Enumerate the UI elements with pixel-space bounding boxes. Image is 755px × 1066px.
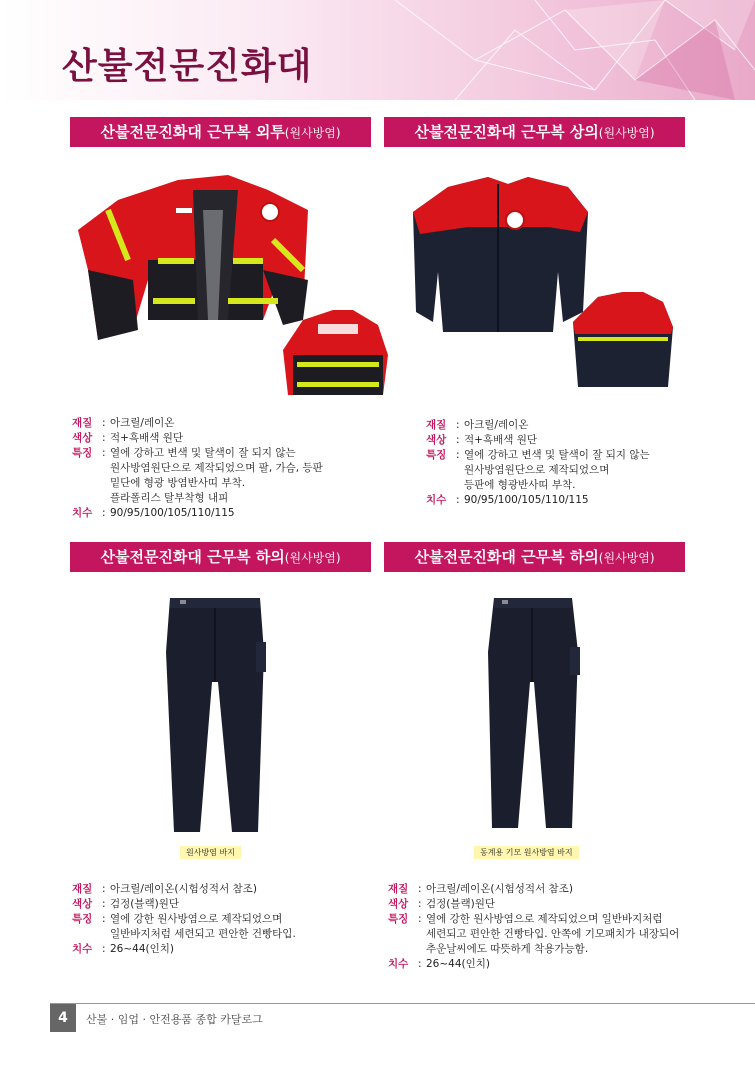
pants-specs: 재질 : 아크릴/레이온(시험성적서 참조) 색상 : 검정(블랙)원단 특징 : 열에 강한 원사방염으로 제작되었으며 일반바지처럼 세련되고 편안한 건빵타입. 치수 : 26~44(인치) bbox=[72, 883, 296, 955]
winter-pants-image bbox=[484, 592, 584, 832]
color-label: 색상 bbox=[388, 898, 409, 910]
jacket-front bbox=[78, 175, 308, 340]
size-label: 치수 bbox=[426, 494, 447, 506]
winter-pants-caption: 동계용 기모 원사방염 바지 bbox=[474, 846, 579, 859]
banner-main: 산불전문진화대 근무복 외투 bbox=[100, 123, 285, 141]
feature-label: 특징 bbox=[426, 449, 447, 461]
material-label: 재질 bbox=[388, 883, 409, 895]
feature-line: 등판에 형광반사띠 부착. bbox=[464, 479, 576, 491]
feature-line: 세련되고 편안한 건빵타입. 안쪽에 기모패치가 내장되어 bbox=[426, 928, 680, 940]
outer-jacket-specs: 재질 : 아크릴/레이온 색상 : 적+흑배색 원단 특징 : 열에 강하고 변색 및 탈색이 잘 되지 않는 원사방염원단으로 제작되었으며 팔, 가슴, 등판 밑단에 형광 방염반사띠 부착. 플라폴리스 탈부착형 내피 치수 : 90/95/100/105/110/115 bbox=[72, 417, 323, 519]
section-banner-winter-pants bbox=[384, 542, 685, 572]
shirt-back bbox=[573, 292, 673, 387]
size-value: 26~44(인치) bbox=[426, 958, 490, 970]
size-label: 치수 bbox=[72, 507, 93, 519]
feature-label: 특징 bbox=[72, 447, 93, 459]
feature-line: 원사방염원단으로 제작되었으며 bbox=[464, 464, 610, 476]
color-value: 적+흑배색 원단 bbox=[464, 434, 537, 446]
banner-main: 산불전문진화대 근무복 하의 bbox=[414, 548, 599, 566]
feature-line: 밑단에 형광 방염반사띠 부착. bbox=[110, 477, 246, 489]
size-value: 26~44(인치) bbox=[110, 943, 174, 955]
feature-line: 열에 강한 원사방염으로 제작되었으며 bbox=[110, 913, 283, 925]
feature-line: 열에 강하고 변색 및 탈색이 잘 되지 않는 bbox=[110, 447, 296, 459]
color-label: 색상 bbox=[72, 898, 93, 910]
feature-line: 일반바지처럼 세련되고 편안한 건빵타입. bbox=[110, 928, 296, 940]
size-value: 90/95/100/105/110/115 bbox=[110, 507, 235, 519]
color-value: 검정(블랙)원단 bbox=[426, 898, 496, 910]
feature-line: 원사방염원단으로 제작되었으며 팔, 가슴, 등판 bbox=[110, 462, 323, 474]
section-banner-outer-jacket bbox=[70, 117, 371, 147]
jacket-back bbox=[283, 310, 388, 395]
material-label: 재질 bbox=[426, 419, 447, 431]
top-shirt-specs: 재질 : 아크릴/레이온 색상 : 적+흑배색 원단 특징 : 열에 강하고 변색 및 탈색이 잘 되지 않는 원사방염원단으로 제작되었으며 등판에 형광반사띠 부착. 치수 : 90/95/100/105/110/115 bbox=[426, 419, 650, 506]
shirt-front bbox=[413, 177, 588, 332]
winter-pants-specs: 재질 : 아크릴/레이온(시험성적서 참조) 색상 : 검정(블랙)원단 특징 : 열에 강한 원사방염으로 제작되었으며 일반바지처럼 세련되고 편안한 건빵타입. 안쪽에 기모패치가 내장되어 추운날씨에도 따뜻하게 착용가능함. 치수 : 26~44(인치) bbox=[388, 883, 680, 970]
banner-suffix: (원사방염) bbox=[598, 551, 655, 565]
banner-main: 산불전문진화대 근무복 상의 bbox=[414, 123, 599, 141]
material-value: 아크릴/레이온(시험성적서 참조) bbox=[110, 883, 257, 895]
section-banner-pants bbox=[70, 542, 371, 572]
header-band bbox=[0, 0, 755, 100]
feature-label: 특징 bbox=[388, 913, 409, 925]
pants-caption: 원사방염 바지 bbox=[180, 846, 241, 859]
pants-image bbox=[162, 592, 270, 837]
footer-text: 산불 · 임업 · 안전용품 종합 카달로그 bbox=[86, 1013, 263, 1026]
header-decoration bbox=[335, 0, 755, 100]
color-value: 적+흑배색 원단 bbox=[110, 432, 183, 444]
outer-jacket-image bbox=[78, 170, 388, 400]
size-label: 치수 bbox=[388, 958, 409, 970]
feature-line: 열에 강한 원사방염으로 제작되었으며 일반바지처럼 bbox=[426, 913, 663, 925]
banner-suffix: (원사방염) bbox=[284, 126, 341, 140]
feature-line: 추운날씨에도 따뜻하게 착용가능함. bbox=[426, 943, 589, 955]
banner-suffix: (원사방염) bbox=[284, 551, 341, 565]
footer-divider bbox=[50, 1003, 755, 1004]
top-shirt-image bbox=[408, 172, 678, 397]
feature-line: 플라폴리스 탈부착형 내피 bbox=[110, 492, 229, 504]
color-label: 색상 bbox=[426, 434, 447, 446]
material-label: 재질 bbox=[72, 883, 93, 895]
page-title: 산불전문진화대 bbox=[62, 46, 313, 87]
material-value: 아크릴/레이온 bbox=[110, 417, 175, 429]
color-label: 색상 bbox=[72, 432, 93, 444]
material-label: 재질 bbox=[72, 417, 93, 429]
banner-suffix: (원사방염) bbox=[598, 126, 655, 140]
page-number: 4 bbox=[50, 1004, 76, 1032]
color-value: 검정(블랙)원단 bbox=[110, 898, 180, 910]
section-banner-top-shirt bbox=[384, 117, 685, 147]
feature-label: 특징 bbox=[72, 913, 93, 925]
material-value: 아크릴/레이온(시험성적서 참조) bbox=[426, 883, 573, 895]
material-value: 아크릴/레이온 bbox=[464, 419, 529, 431]
banner-main: 산불전문진화대 근무복 하의 bbox=[100, 548, 285, 566]
size-value: 90/95/100/105/110/115 bbox=[464, 494, 589, 506]
size-label: 치수 bbox=[72, 943, 93, 955]
feature-line: 열에 강하고 변색 및 탈색이 잘 되지 않는 bbox=[464, 449, 650, 461]
